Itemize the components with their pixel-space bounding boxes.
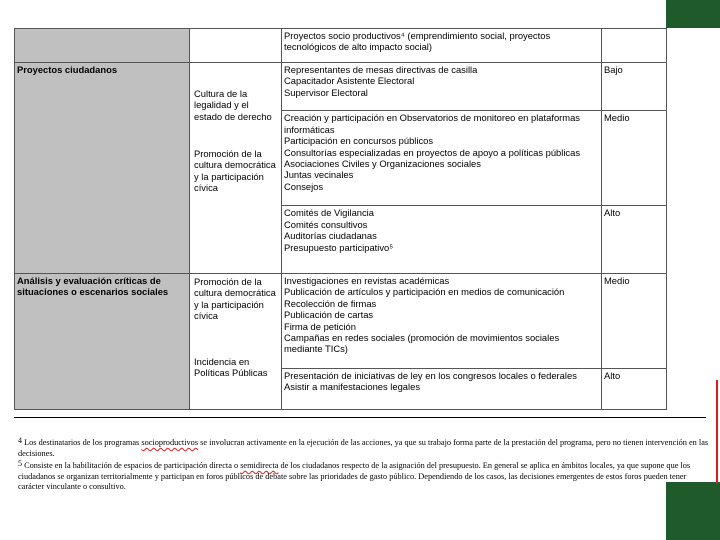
activities-cell: Comités de Vigilancia Comités consultivos Auditorías ciudadanas Presupuesto participativo⁵ [282, 206, 602, 274]
activities-cell: Proyectos socio productivos⁴ (emprendimiento social, proyectos tecnológicos de alto impacto social) [282, 29, 602, 63]
table-row [15, 63, 667, 111]
footnotes [18, 436, 710, 493]
table-row [15, 29, 667, 63]
subcategory-cell [190, 63, 282, 274]
level-cell: Alto [602, 369, 667, 410]
subcategory-cell-empty [190, 29, 282, 63]
level-cell: Bajo [602, 63, 667, 111]
footnote-divider [14, 417, 706, 418]
activities-cell: Creación y participación en Observatorios de monitoreo en plataformas informáticas Participación en concursos públicos Consultorías especializadas en proyectos de apoyo a políticas públicas Asociaciones Civiles y Organizaciones sociales Juntas vecinales Consejos [282, 111, 602, 206]
category-cell: Proyectos ciudadanos [15, 63, 190, 274]
spellcheck-underlined-word: socioproductivos [141, 438, 199, 447]
level-cell: Medio [602, 111, 667, 206]
category-cell-empty [15, 29, 190, 63]
decorative-red-line [716, 380, 718, 484]
subcategory-label: Promoción de la cultura democrática y la participación cívica [194, 148, 276, 194]
footnote-5: $^5$ Consiste en la habilitación de espacios de participación directa o semidirecta de los ciudadanos respecto de la asignación del presupuesto. En general se aplica en ámbitos locales, ya que supone que los ciudadanos se organizan territorialmente y participan en foros públicos de debate sobre las prioridades de gasto público. Dependiendo de los casos, las decisiones emergentes de estos foros pueden tener carácter vinculante o consultivo. [18, 459, 691, 492]
level-cell [602, 29, 667, 63]
participation-table [14, 28, 667, 410]
activities-cell: Investigaciones en revistas académicas Publicación de artículos y participación en medios de comunicación Recolección de firmas Publicación de cartas Firma de petición Campañas en redes sociales (promoción de movimientos sociales mediante TICs) [282, 274, 602, 369]
footnote-4: $^4$ Los destinatarios de los programas socioproductivos se involucran activamente en la ejecución de las acciones, ya que su trabajo forma parte de la prestación del programa, pero no tienen intervención en las decisiones. [18, 436, 709, 458]
activities-cell: Representantes de mesas directivas de casilla Capacitador Asistente Electoral Supervisor Electoral [282, 63, 602, 111]
subcategory-label: Promoción de la cultura democrática y la participación cívica [194, 276, 276, 322]
subcategory-cell [190, 274, 282, 410]
subcategory-label: Incidencia en Políticas Públicas [194, 356, 268, 379]
activities-cell: Presentación de iniciativas de ley en los congresos locales o federales Asistir a manifestaciones legales [282, 369, 602, 410]
table-row [15, 274, 667, 369]
spellcheck-underlined-word: semidirecta [240, 461, 279, 471]
subcategory-label: Cultura de la legalidad y el estado de derecho [194, 88, 272, 122]
decorative-green-bar-top [666, 0, 720, 28]
level-cell: Medio [602, 274, 667, 369]
level-cell: Alto [602, 206, 667, 274]
category-cell: Análisis y evaluación críticas de situaciones o escenarios sociales [15, 274, 190, 410]
